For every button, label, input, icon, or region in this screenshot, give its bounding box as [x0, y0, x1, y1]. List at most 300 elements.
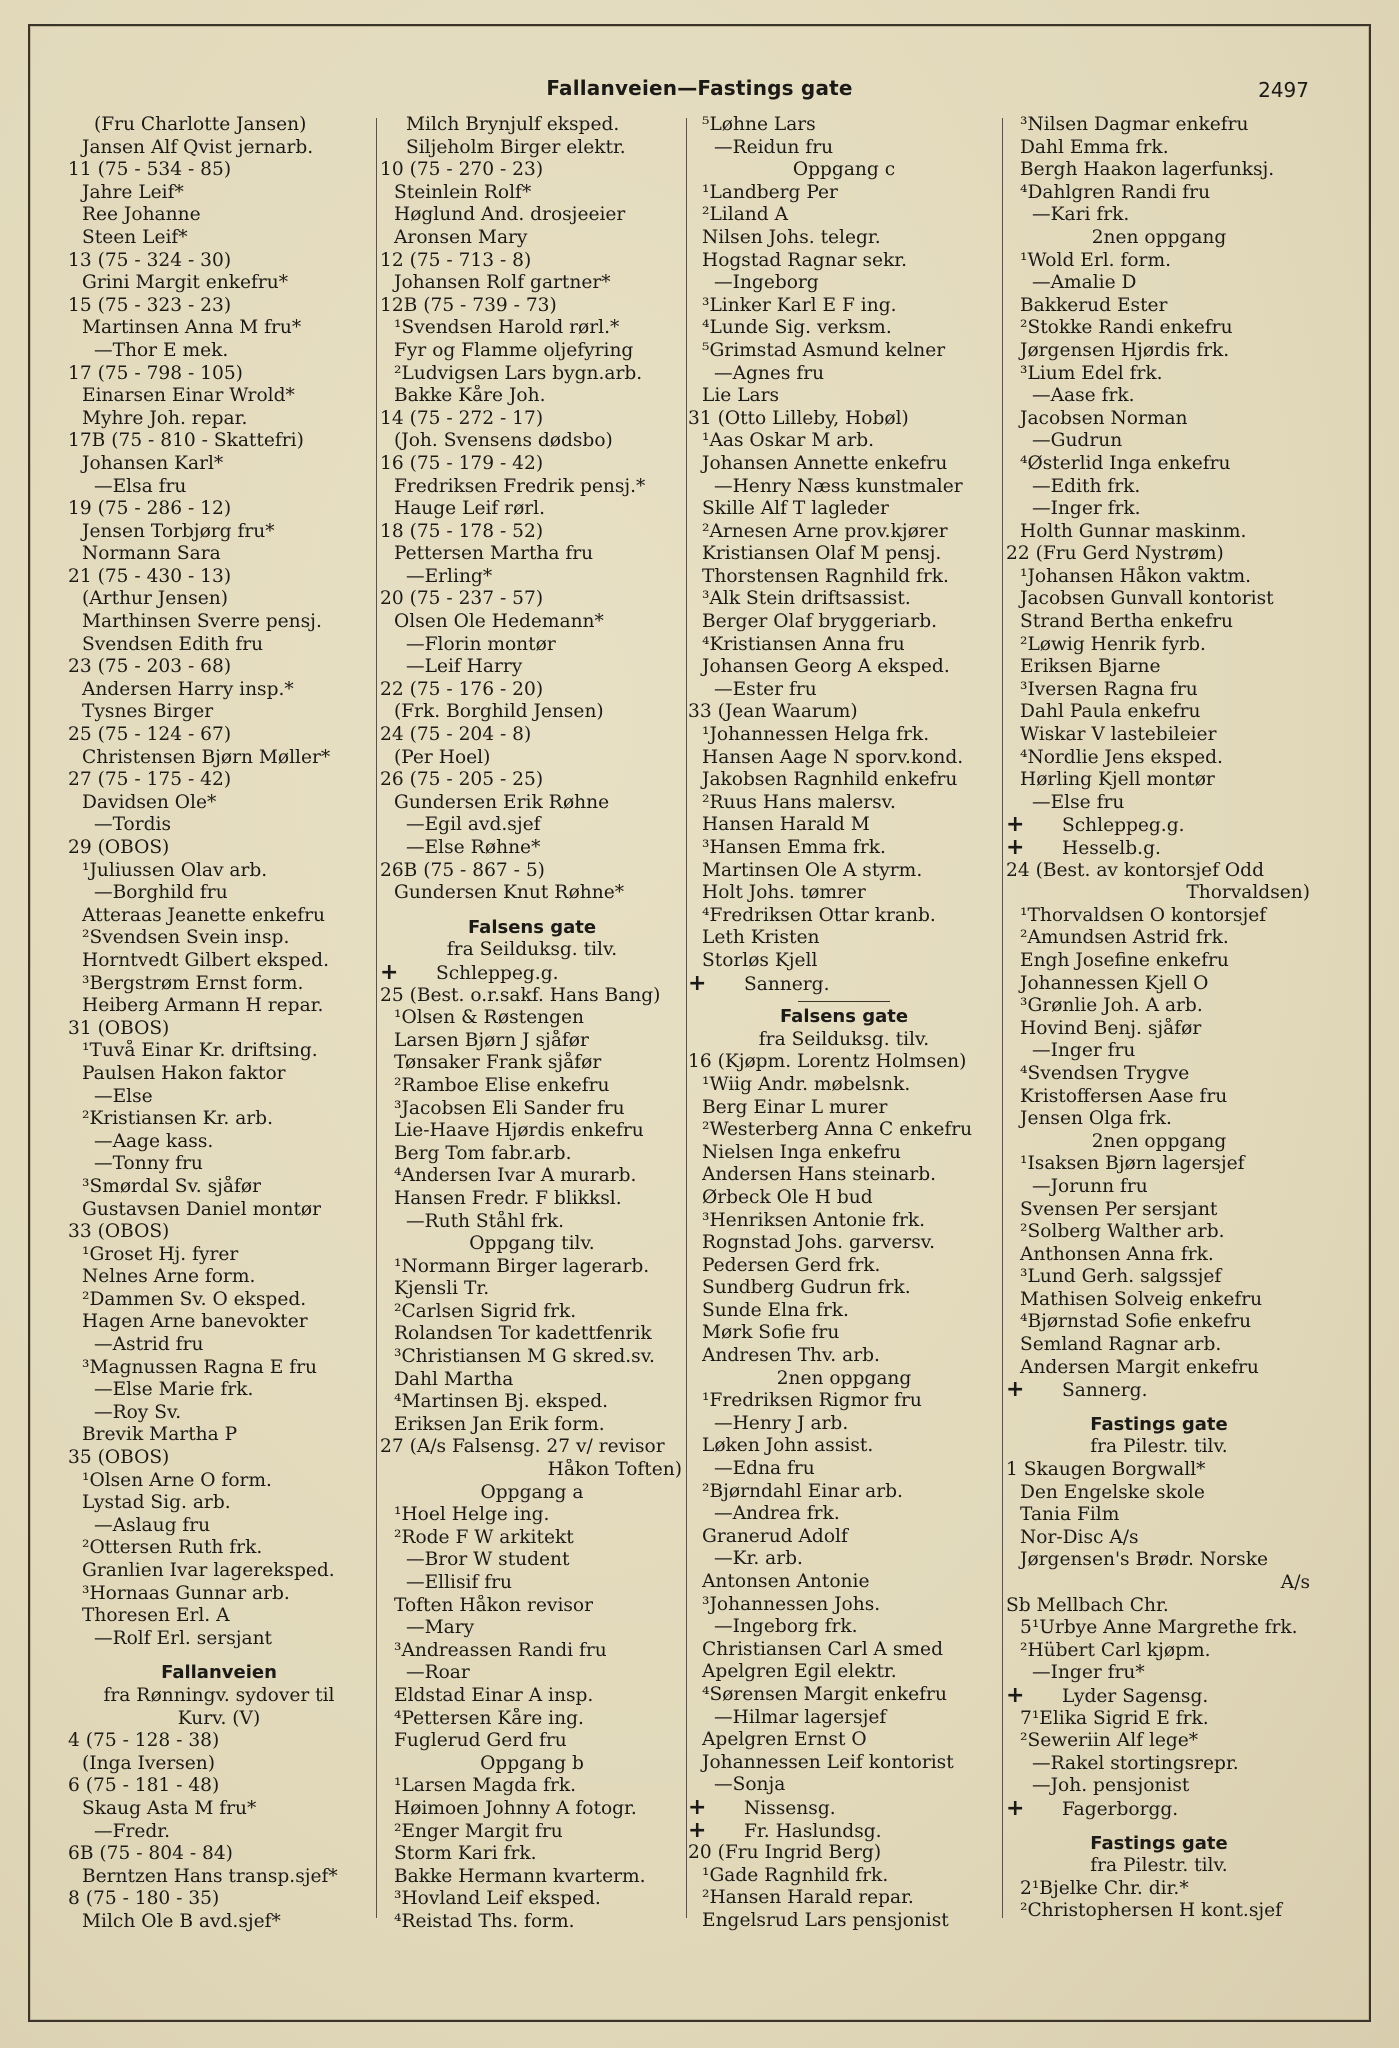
resident-entry: ¹Wiig Andr. møbelsnk. — [702, 1073, 911, 1095]
resident-entry: ³Linker Karl E F ing. — [702, 294, 897, 316]
house-number-entry: 27 (75 - 175 - 42) — [68, 769, 232, 791]
section-subheading: fra Seilduksg. tilv. — [446, 939, 618, 961]
resident-entry: Gundersen Knut Røhne* — [394, 882, 625, 904]
resident-entry: Fyr og Flamme oljefyring — [394, 339, 634, 361]
cross-street-line — [1006, 814, 1312, 837]
directory-columns — [68, 114, 1312, 1954]
resident-entry: ⁴Martinsen Bj. eksped. — [394, 1391, 609, 1413]
resident-entry: Bergh Haakon lagerfunksj. — [1020, 159, 1275, 181]
household-member-entry: —Bror W student — [406, 1549, 570, 1571]
resident-entry: Andersen Harry insp.* — [82, 678, 294, 700]
house-number-entry: 20 (Fru Ingrid Berg) — [688, 1842, 882, 1864]
resident-entry: Hovind Benj. sjåfør — [1020, 1017, 1202, 1039]
cross-street-line — [688, 973, 1000, 996]
resident-entry: ³Iversen Ragna fru — [1020, 678, 1198, 700]
resident-entry: Jacobsen Gunvall kontorist — [1020, 588, 1274, 610]
resident-entry: (Joh. Svensens dødsbo) — [394, 430, 613, 452]
resident-entry: ¹Gade Ragnhild frk. — [702, 1864, 889, 1886]
resident-entry: Normann Sara — [82, 543, 221, 565]
resident-entry: Hørling Kjell montør — [1020, 769, 1215, 791]
household-member-entry: —Mary — [406, 1617, 475, 1639]
resident-entry: Larsen Bjørn J sjåfør — [394, 1029, 589, 1051]
cross-street-label: Sannerg. — [1062, 1380, 1148, 1402]
resident-entry: Berg Einar L murer — [702, 1096, 888, 1118]
household-member-entry: —Leif Harry — [406, 656, 523, 678]
resident-entry: ³Jacobsen Eli Sander fru — [394, 1097, 625, 1119]
resident-entry: ⁵Løhne Lars — [702, 114, 816, 135]
resident-entry: ²Enger Margit fru — [394, 1820, 563, 1842]
resident-entry: ¹Johannessen Helga frk. — [702, 724, 930, 746]
cross-street-icon: + — [1006, 1797, 1025, 1821]
continuation-line: Håkon Toften) — [547, 1459, 682, 1481]
household-member-entry: —Inger fru — [1032, 1040, 1136, 1062]
household-member-entry: —Elsa fru — [94, 475, 187, 497]
cross-street-line — [1006, 837, 1312, 860]
resident-entry: ³Smørdal Sv. sjåfør — [82, 1175, 261, 1197]
house-number-entry: 17B (75 - 810 - Skattefri) — [68, 430, 304, 452]
household-member-entry: —Ellisif fru — [406, 1572, 513, 1593]
resident-entry: Lie Lars — [702, 385, 780, 407]
section-subheading: fra Rønningv. sydover til — [103, 1684, 335, 1706]
resident-entry: ¹Tuvå Einar Kr. driftsing. — [82, 1040, 318, 1062]
section-subheading: 2nen oppgang — [1091, 1130, 1227, 1152]
resident-entry: 2¹Bjelke Chr. dir.* — [1020, 1877, 1189, 1899]
resident-entry: Jensen Torbjørg fru* — [82, 520, 275, 542]
section-subheading: Oppgang c — [792, 159, 896, 181]
house-number-entry: 16 (75 - 179 - 42) — [380, 452, 544, 474]
resident-entry: Lystad Sig. arb. — [82, 1492, 231, 1514]
household-member-entry: —Ester fru — [714, 678, 817, 700]
resident-entry: Bakke Kåre Joh. — [394, 385, 546, 407]
resident-entry: Gundersen Erik Røhne — [394, 791, 610, 813]
resident-entry: Hansen Harald M — [702, 814, 870, 836]
resident-entry: Skaug Asta M fru* — [82, 1797, 257, 1819]
resident-entry: Jakobsen Ragnhild enkefru — [702, 769, 958, 791]
resident-entry: Hagen Arne banevokter — [82, 1311, 308, 1333]
resident-entry: Ree Johanne — [82, 204, 201, 226]
household-member-entry: —Henry Næss kunstmaler — [714, 475, 963, 497]
resident-entry: Nor-Disc A/s — [1020, 1526, 1139, 1548]
resident-entry: Martinsen Ole A styrm. — [702, 859, 923, 881]
resident-entry: Jørgensen Hjørdis frk. — [1020, 339, 1230, 361]
house-number-entry: 23 (75 - 203 - 68) — [68, 656, 232, 678]
cross-street-label: Fagerborgg. — [1062, 1798, 1179, 1820]
household-member-entry: —Agnes fru — [714, 362, 825, 384]
household-member-entry: —Ruth Ståhl frk. — [406, 1210, 565, 1232]
house-number-entry: 18 (75 - 178 - 52) — [380, 520, 544, 542]
resident-entry: Engelsrud Lars pensjonist — [702, 1909, 949, 1931]
house-number-entry: 10 (75 - 270 - 23) — [380, 159, 544, 181]
resident-entry: ¹Larsen Magda frk. — [394, 1775, 577, 1797]
cross-street-label: Fr. Haslundsg. — [744, 1820, 882, 1842]
household-member-entry: —Kari frk. — [1032, 204, 1130, 226]
resident-entry: Mørk Sofie fru — [702, 1322, 840, 1344]
resident-entry: ²Amundsen Astrid frk. — [1020, 927, 1229, 949]
household-member-entry: (Fru Charlotte Jansen) — [94, 114, 307, 135]
cross-street-line — [688, 1820, 1000, 1843]
continuation-line: A/s — [1280, 1572, 1310, 1593]
household-member-entry: —Roy Sv. — [94, 1401, 182, 1423]
resident-entry: Sundberg Gudrun frk. — [702, 1277, 911, 1299]
continuation-line: Thorvaldsen) — [1186, 882, 1310, 904]
column-1 — [68, 114, 370, 1954]
house-number-entry: 1 Skaugen Borgwall* — [1006, 1459, 1206, 1481]
household-member-entry: —Else Røhne* — [406, 837, 541, 858]
house-number-entry: 29 (OBOS) — [68, 837, 170, 858]
resident-entry: Gustavsen Daniel montør — [82, 1198, 321, 1220]
resident-entry: Engh Josefine enkefru — [1020, 949, 1229, 971]
section-subheading: fra Pilestr. tilv. — [1090, 1855, 1228, 1877]
house-number-entry: 11 (75 - 534 - 85) — [68, 159, 232, 181]
resident-entry: Semland Ragnar arb. — [1020, 1334, 1222, 1356]
house-number-entry: Sb Mellbach Chr. — [1006, 1594, 1169, 1616]
resident-entry: ³Johannessen Johs. — [702, 1593, 881, 1615]
resident-entry: Sunde Elna frk. — [702, 1299, 849, 1321]
cross-street-label: Sannerg. — [744, 973, 830, 995]
resident-entry: Jahre Leif* — [82, 181, 184, 203]
household-member-entry: —Inger frk. — [1032, 498, 1141, 520]
resident-entry: ²Hansen Harald repar. — [702, 1887, 914, 1909]
house-number-entry: 27 (A/s Falsensg. 27 v/ revisor — [380, 1436, 665, 1458]
resident-entry: Pedersen Gerd frk. — [702, 1254, 881, 1276]
resident-entry: Berntzen Hans transp.sjef* — [82, 1865, 338, 1887]
resident-entry: Kristiansen Olaf M pensj. — [702, 543, 942, 565]
household-member-entry: —Edna fru — [714, 1458, 815, 1480]
house-number-entry: 21 (75 - 430 - 13) — [68, 565, 232, 587]
house-number-entry: 24 (75 - 204 - 8) — [380, 724, 532, 746]
house-number-entry: 31 (OBOS) — [68, 1017, 170, 1039]
resident-entry: (Arthur Jensen) — [82, 588, 228, 610]
street-heading: Falsens gate — [779, 1006, 909, 1028]
resident-entry: ³Magnussen Ragna E fru — [82, 1356, 318, 1378]
resident-entry: ¹Svendsen Harold rørl.* — [394, 317, 620, 339]
house-number-entry: 31 (Otto Lilleby, Hobøl) — [688, 407, 909, 429]
household-member-entry: —Joh. pensjonist — [1032, 1775, 1190, 1797]
house-number-entry: 15 (75 - 323 - 23) — [68, 294, 232, 316]
resident-entry: Nelnes Arne form. — [82, 1266, 256, 1288]
resident-entry: Holt Johs. tømrer — [702, 882, 866, 904]
resident-entry: Tysnes Birger — [82, 701, 214, 723]
resident-entry: Eriksen Bjarne — [1020, 656, 1161, 678]
resident-entry: Johannessen Leif kontorist — [702, 1751, 954, 1773]
resident-entry: Steinlein Rolf* — [394, 181, 532, 203]
street-heading: Fastings gate — [1090, 1832, 1228, 1854]
household-member-entry: —Roar — [406, 1662, 470, 1684]
household-member-entry: —Andrea frk. — [714, 1503, 840, 1525]
cross-street-label: Schleppeg.g. — [436, 962, 559, 984]
resident-entry: Apelgren Ernst O — [702, 1729, 867, 1751]
cross-street-line — [688, 1797, 1000, 1820]
resident-entry: ¹Isaksen Bjørn lagersjef — [1020, 1153, 1245, 1175]
resident-entry: ³Henriksen Antonie frk. — [702, 1209, 926, 1231]
cross-street-line — [1006, 1379, 1312, 1402]
resident-entry: ²Carlsen Sigrid frk. — [394, 1300, 577, 1322]
resident-entry: Bakkerud Ester — [1020, 294, 1168, 316]
resident-entry: ¹Groset Hj. fyrer — [82, 1243, 239, 1265]
resident-entry: ³Hornaas Gunnar arb. — [82, 1582, 290, 1604]
resident-entry: ³Lium Edel frk. — [1020, 362, 1163, 384]
cross-street-line — [380, 962, 684, 985]
section-gap — [380, 905, 684, 917]
resident-entry: ⁴Svendsen Trygve — [1020, 1062, 1190, 1084]
house-number-entry: 6B (75 - 804 - 84) — [68, 1843, 233, 1865]
resident-entry: Fredriksen Fredrik pensj.* — [394, 475, 646, 497]
resident-entry: ²Ramboe Elise enkefru — [394, 1074, 610, 1096]
household-member-entry: —Else — [94, 1085, 153, 1107]
house-number-entry: 14 (75 - 272 - 17) — [380, 407, 544, 429]
house-number-entry: 25 (75 - 124 - 67) — [68, 724, 232, 746]
section-subheading: fra Seilduksg. tilv. — [758, 1028, 930, 1050]
household-member-entry: —Else fru — [1032, 791, 1125, 813]
resident-entry: Hansen Fredr. F blikksl. — [394, 1187, 622, 1209]
resident-entry: ²Ruus Hans malersv. — [702, 791, 896, 813]
household-member-entry: —Aage kass. — [94, 1130, 214, 1152]
resident-entry: Mathisen Solveig enkefru — [1020, 1288, 1263, 1310]
resident-entry: Thoresen Erl. A — [82, 1605, 230, 1627]
resident-entry: ²Løwig Henrik fyrb. — [1020, 633, 1206, 655]
resident-entry: ²Rode F W arkitekt — [394, 1526, 574, 1548]
cross-street-icon: + — [1006, 837, 1025, 860]
resident-entry: ¹Olsen Arne O form. — [82, 1469, 272, 1491]
section-subheading: 2nen oppgang — [1091, 226, 1227, 248]
street-heading: Fastings gate — [1090, 1413, 1228, 1435]
resident-entry: Heiberg Armann H repar. — [82, 995, 324, 1017]
resident-entry: Skille Alf T lagleder — [702, 498, 889, 520]
resident-entry: ¹Olsen & Røstengen — [394, 1007, 584, 1029]
house-number-entry: 22 (75 - 176 - 20) — [380, 678, 544, 700]
resident-entry: Atteraas Jeanette enkefru — [82, 904, 325, 926]
resident-entry: Jensen Olga frk. — [1020, 1108, 1172, 1130]
household-member-entry: —Amalie D — [1032, 272, 1137, 294]
resident-entry: Antonsen Antonie — [702, 1571, 870, 1592]
resident-entry: Wiskar V lastebileier — [1020, 724, 1217, 746]
resident-entry: Rognstad Johs. garversv. — [702, 1232, 935, 1254]
cross-street-line — [1006, 1798, 1312, 1821]
resident-entry: ²Hübert Carl kjøpm. — [1020, 1639, 1211, 1661]
resident-entry: ⁴Sørensen Margit enkefru — [702, 1683, 947, 1705]
resident-entry: Andresen Thv. arb. — [702, 1345, 880, 1367]
resident-entry: Andersen Hans steinarb. — [702, 1164, 937, 1186]
resident-entry: Fuglerud Gerd fru — [394, 1730, 567, 1752]
household-member-entry: —Inger fru* — [1032, 1662, 1145, 1684]
resident-entry: Rolandsen Tor kadettfenrik — [394, 1323, 652, 1345]
household-member-entry: —Thor E mek. — [94, 339, 229, 361]
resident-entry: ¹Fredriksen Rigmor fru — [702, 1390, 922, 1412]
cross-street-icon: + — [380, 961, 399, 985]
household-member-entry: —Else Marie frk. — [94, 1379, 254, 1401]
section-subheading: fra Pilestr. tilv. — [1090, 1436, 1228, 1458]
resident-entry: Johansen Georg A eksped. — [702, 656, 950, 678]
resident-entry: Horntvedt Gilbert eksped. — [82, 949, 329, 971]
house-number-entry: 33 (OBOS) — [68, 1221, 170, 1243]
section-subheading: Kurv. (V) — [177, 1707, 261, 1729]
resident-entry: ¹Hoel Helge ing. — [394, 1504, 550, 1526]
resident-entry: Hogstad Ragnar sekr. — [702, 249, 908, 271]
resident-entry: Thorstensen Ragnhild frk. — [702, 565, 949, 587]
resident-entry: ²Christophersen H kont.sjef — [1020, 1900, 1283, 1922]
resident-entry: Den Engelske skole — [1020, 1481, 1205, 1503]
resident-entry: Storm Kari frk. — [394, 1843, 537, 1865]
page-number: 2497 — [1258, 78, 1309, 102]
resident-entry: Marthinsen Sverre pensj. — [82, 611, 322, 633]
resident-entry: ²Solberg Walther arb. — [1020, 1221, 1225, 1243]
page-header-title: Fallanveien—Fastings gate — [546, 76, 853, 100]
household-member-entry: Milch Brynjulf eksped. — [406, 114, 620, 135]
resident-entry: ¹Landberg Per — [702, 181, 838, 203]
cross-street-label: Schleppeg.g. — [1062, 815, 1185, 837]
resident-entry: Jansen Alf Qvist jernarb. — [82, 136, 314, 158]
resident-entry: Svendsen Edith fru — [82, 633, 264, 655]
resident-entry: Bakke Hermann kvarterm. — [394, 1865, 646, 1887]
section-subheading: Oppgang a — [480, 1481, 584, 1503]
resident-entry: Berger Olaf bryggeriarb. — [702, 611, 938, 633]
house-number-entry: 24 (Best. av kontorsjef Odd — [1006, 859, 1264, 881]
resident-entry: Dahl Paula enkefru — [1020, 701, 1201, 723]
resident-entry: ⁴Kristiansen Anna fru — [702, 633, 905, 655]
cross-street-label: Hesselb.g. — [1062, 838, 1161, 859]
house-number-entry: 35 (OBOS) — [68, 1447, 170, 1469]
resident-entry: ²Stokke Randi enkefru — [1020, 317, 1233, 339]
resident-entry: Davidsen Ole* — [82, 791, 217, 813]
resident-entry: (Per Hoel) — [394, 746, 491, 768]
resident-entry: Einarsen Einar Wrold* — [82, 385, 295, 407]
resident-entry: Holth Gunnar maskinm. — [1020, 520, 1247, 542]
resident-entry: ²Seweriin Alf lege* — [1020, 1730, 1199, 1752]
resident-entry: Lie-Haave Hjørdis enkefru — [394, 1120, 644, 1142]
resident-entry: Apelgren Egil elektr. — [702, 1661, 897, 1683]
resident-entry: ⁴Bjørnstad Sofie enkefru — [1020, 1311, 1252, 1333]
resident-entry: Hansen Aage N sporv.kond. — [702, 746, 964, 768]
resident-entry: Tønsaker Frank sjåfør — [394, 1052, 602, 1074]
household-member-entry: —Astrid fru — [94, 1334, 204, 1356]
house-number-entry: 6 (75 - 181 - 48) — [68, 1775, 220, 1797]
resident-entry: ¹Wold Erl. form. — [1020, 249, 1171, 271]
resident-entry: ²Arnesen Arne prov.kjører — [702, 520, 948, 542]
resident-entry: Nilsen Johs. telegr. — [702, 226, 881, 248]
section-subheading: 2nen oppgang — [776, 1367, 912, 1389]
house-number-entry: 12B (75 - 739 - 73) — [380, 294, 557, 316]
resident-entry: Tania Film — [1020, 1504, 1120, 1526]
resident-entry: Johannessen Kjell O — [1020, 972, 1209, 994]
household-member-entry: —Florin montør — [406, 633, 556, 655]
house-number-entry: 4 (75 - 128 - 38) — [68, 1730, 220, 1752]
resident-entry: Johansen Karl* — [82, 452, 224, 474]
house-number-entry: 25 (Best. o.r.sakf. Hans Bang) — [380, 984, 661, 1006]
resident-entry: ²Bjørndahl Einar arb. — [702, 1480, 903, 1502]
household-member-entry: —Egil avd.sjef — [406, 814, 541, 836]
household-member-entry: —Borghild fru — [94, 882, 228, 904]
house-number-entry: 8 (75 - 180 - 35) — [68, 1888, 220, 1910]
resident-entry: Nielsen Inga enkefru — [702, 1141, 901, 1163]
resident-entry: Leth Kristen — [702, 927, 820, 949]
resident-entry: ²Liland A — [702, 204, 788, 226]
household-member-entry: —Ingeborg — [714, 272, 819, 294]
section-rule — [798, 1001, 890, 1002]
section-subheading: Oppgang tilv. — [469, 1233, 595, 1255]
resident-entry: Strand Bertha enkefru — [1020, 611, 1233, 633]
resident-entry: ⁴Dahlgren Randi fru — [1020, 181, 1211, 203]
resident-entry: ²Ottersen Ruth frk. — [82, 1537, 263, 1559]
house-number-entry: 26B (75 - 867 - 5) — [380, 859, 545, 881]
resident-entry: ³Lund Gerh. salgssjef — [1020, 1266, 1222, 1288]
resident-entry: Milch Ole B avd.sjef* — [82, 1910, 281, 1932]
section-gap — [1006, 1821, 1312, 1833]
resident-entry: Eriksen Jan Erik form. — [394, 1413, 605, 1435]
household-member-entry: —Aslaug fru — [94, 1514, 211, 1536]
resident-entry: ⁴Østerlid Inga enkefru — [1020, 452, 1231, 474]
resident-entry: ³Hansen Emma frk. — [702, 837, 886, 858]
resident-entry: Høglund And. drosjeeier — [394, 204, 626, 226]
resident-entry: Granlien Ivar lagereksped. — [82, 1560, 335, 1581]
household-member-entry: —Reidun fru — [714, 136, 834, 158]
house-number-entry: 16 (Kjøpm. Lorentz Holmsen) — [688, 1051, 967, 1073]
house-number-entry: 12 (75 - 713 - 8) — [380, 249, 532, 271]
house-number-entry: 26 (75 - 205 - 25) — [380, 769, 544, 791]
resident-entry: ³Alk Stein driftsassist. — [702, 588, 911, 610]
resident-entry: Hauge Leif rørl. — [394, 498, 546, 520]
household-member-entry: —Sonja — [714, 1774, 786, 1796]
resident-entry: Dahl Emma frk. — [1020, 136, 1169, 158]
house-number-entry: 22 (Fru Gerd Nystrøm) — [1006, 543, 1224, 565]
column-2 — [380, 114, 684, 1954]
resident-entry: Aronsen Mary — [394, 226, 528, 248]
column-4 — [1006, 114, 1312, 1954]
resident-entry: Høimoen Johnny A fotogr. — [394, 1797, 637, 1819]
household-member-entry: —Henry J arb. — [714, 1412, 849, 1434]
resident-entry: Andersen Margit enkefru — [1020, 1356, 1259, 1378]
resident-entry: ³Nilsen Dagmar enkefru — [1020, 114, 1249, 135]
cross-street-line — [1006, 1685, 1312, 1708]
household-member-entry: —Gudrun — [1032, 430, 1123, 452]
resident-entry: Jørgensen's Brødr. Norske — [1020, 1549, 1268, 1571]
household-member-entry: —Jorunn fru — [1032, 1175, 1148, 1197]
household-member-entry: —Edith frk. — [1032, 475, 1141, 497]
household-member-entry: Siljeholm Birger elektr. — [406, 136, 626, 158]
section-subheading: Oppgang b — [480, 1752, 584, 1774]
resident-entry: Ørbeck Ole H bud — [702, 1186, 873, 1208]
resident-entry: Kjensli Tr. — [394, 1278, 490, 1300]
resident-entry: ²Kristiansen Kr. arb. — [82, 1108, 273, 1130]
resident-entry: (Frk. Borghild Jensen) — [394, 701, 604, 723]
resident-entry: ³Hovland Leif eksped. — [394, 1888, 601, 1910]
resident-entry: ³Christiansen M G skred.sv. — [394, 1346, 655, 1368]
section-gap — [1006, 1402, 1312, 1414]
cross-street-icon: + — [688, 972, 707, 996]
column-3 — [688, 114, 1000, 1954]
resident-entry: Myhre Joh. repar. — [82, 407, 248, 429]
house-number-entry: 13 (75 - 324 - 30) — [68, 249, 232, 271]
resident-entry: 5¹Urbye Anne Margrethe frk. — [1020, 1617, 1298, 1639]
resident-entry: ⁴Fredriksen Ottar kranb. — [702, 904, 936, 926]
street-heading: Falsens gate — [467, 916, 597, 938]
resident-entry: ¹Aas Oskar M arb. — [702, 430, 875, 452]
resident-entry: Christensen Bjørn Møller* — [82, 746, 331, 768]
resident-entry: (Inga Iversen) — [82, 1752, 215, 1774]
household-member-entry: —Kr. arb. — [714, 1548, 803, 1570]
cross-street-icon: + — [1006, 1379, 1025, 1402]
resident-entry: ¹Thorvaldsen O kontorsjef — [1020, 904, 1267, 926]
resident-entry: Johansen Annette enkefru — [702, 452, 948, 474]
house-number-entry: 33 (Jean Waarum) — [688, 701, 858, 723]
resident-entry: ⁴Andersen Ivar A murarb. — [394, 1165, 637, 1187]
resident-entry: ²Ludvigsen Lars bygn.arb. — [394, 362, 643, 384]
resident-entry: Christiansen Carl A smed — [702, 1638, 943, 1660]
resident-entry: ⁵Grimstad Asmund kelner — [702, 339, 946, 361]
resident-entry: Eldstad Einar A insp. — [394, 1684, 594, 1706]
household-member-entry: —Tordis — [94, 814, 172, 836]
resident-entry: ³Andreassen Randi fru — [394, 1639, 607, 1661]
house-number-entry: 17 (75 - 798 - 105) — [68, 362, 243, 384]
